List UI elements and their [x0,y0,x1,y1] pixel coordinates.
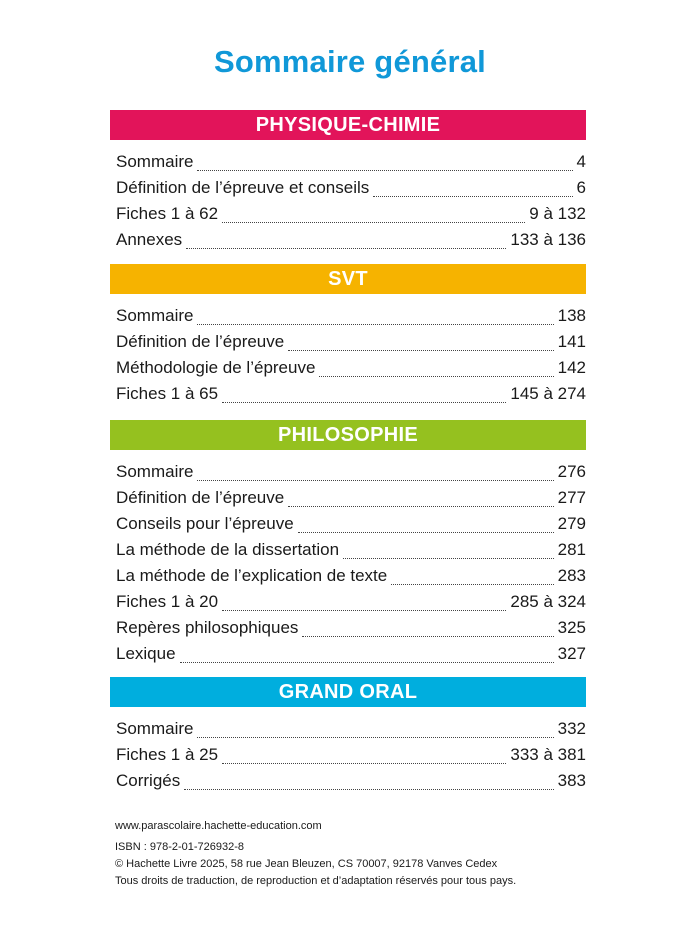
entry-label: Sommaire [116,306,194,325]
entry-label: Sommaire [116,152,194,171]
entry-label: Sommaire [116,462,194,481]
toc-entry[interactable] [116,306,586,332]
dot-leader [319,375,553,377]
entry-label: Conseils pour l’épreuve [116,514,294,533]
section-svt [110,264,586,410]
section-heading: GRAND ORAL [110,677,586,707]
entry-page: 141 [557,332,586,351]
entry-label: Repères philosophiques [116,618,299,637]
toc-entry[interactable] [116,644,586,670]
dot-leader [343,557,554,559]
dot-leader [288,349,553,351]
toc-entry[interactable] [116,618,586,644]
entry-page: 325 [557,618,586,637]
section-philosophie [110,420,586,670]
entry-page: 133 à 136 [510,230,586,249]
entry-page: 383 [557,771,586,790]
entry-page: 138 [557,306,586,325]
toc-entry[interactable] [116,592,586,618]
dot-leader [186,247,506,249]
toc-entry[interactable] [116,230,586,256]
entry-page: 276 [557,462,586,481]
toc-entry[interactable] [116,488,586,514]
section-heading: PHILOSOPHIE [110,420,586,450]
dot-leader [197,736,553,738]
entry-label: Fiches 1 à 20 [116,592,219,611]
section-heading: SVT [110,264,586,294]
dot-leader [298,531,554,533]
toc-entry[interactable] [116,384,586,410]
entry-label: Sommaire [116,719,194,738]
publisher-url[interactable]: www.parascolaire.hachette-education.com [115,820,322,832]
section-grand-oral [110,677,586,797]
dot-leader [222,221,525,223]
toc-entry[interactable] [116,152,586,178]
toc-entry[interactable] [116,178,586,204]
entry-page: 283 [557,566,586,585]
dot-leader [197,169,572,171]
dot-leader [197,323,553,325]
dot-leader [373,195,572,197]
dot-leader [184,788,553,790]
footer [115,818,516,890]
copyright: © Hachette Livre 2025, 58 rue Jean Bleuzen, CS 70007, 92178 Vanves Cedex [115,858,498,870]
entry-label: Lexique [116,644,176,663]
entry-page: 332 [557,719,586,738]
dot-leader [302,635,553,637]
dot-leader [222,401,506,403]
page-title: Sommaire général [214,44,486,79]
entry-label: Fiches 1 à 25 [116,745,219,764]
entry-page: 285 à 324 [510,592,586,611]
dot-leader [180,661,554,663]
toc-entry[interactable] [116,745,586,771]
toc-entry[interactable] [116,514,586,540]
dot-leader [288,505,553,507]
entry-label: Fiches 1 à 62 [116,204,219,223]
entry-page: 327 [557,644,586,663]
dot-leader [391,583,553,585]
entry-label: Définition de l’épreuve [116,488,285,507]
section-physique-chimie [110,110,586,256]
entry-page: 281 [557,540,586,559]
toc-entry[interactable] [116,771,586,797]
entry-label: Définition de l’épreuve et conseils [116,178,370,197]
entry-page: 277 [557,488,586,507]
toc-entry[interactable] [116,540,586,566]
entry-page: 145 à 274 [510,384,586,403]
entry-label: Corrigés [116,771,181,790]
toc-entry[interactable] [116,358,586,384]
dot-leader [197,479,553,481]
toc-entry[interactable] [116,462,586,488]
toc-entry[interactable] [116,204,586,230]
rights-notice: Tous droits de traduction, de reproduction et d’adaptation réservés pour tous pays. [115,875,517,887]
entry-label: Méthodologie de l’épreuve [116,358,316,377]
dot-leader [222,762,506,764]
entry-page: 333 à 381 [510,745,586,764]
section-heading: PHYSIQUE-CHIMIE [110,110,586,140]
dot-leader [222,609,506,611]
entry-page: 142 [557,358,586,377]
entry-label: La méthode de l’explication de texte [116,566,388,585]
toc-entry[interactable] [116,719,586,745]
entry-label: Fiches 1 à 65 [116,384,219,403]
toc-entry[interactable] [116,332,586,358]
toc-entry[interactable] [116,566,586,592]
entry-label: La méthode de la dissertation [116,540,340,559]
entry-page: 9 à 132 [529,204,586,223]
isbn: ISBN : 978-2-01-726932-8 [115,841,245,853]
entry-page: 6 [576,178,586,197]
entry-page: 279 [557,514,586,533]
entry-label: Annexes [116,230,183,249]
entry-label: Définition de l’épreuve [116,332,285,351]
entry-page: 4 [576,152,586,171]
